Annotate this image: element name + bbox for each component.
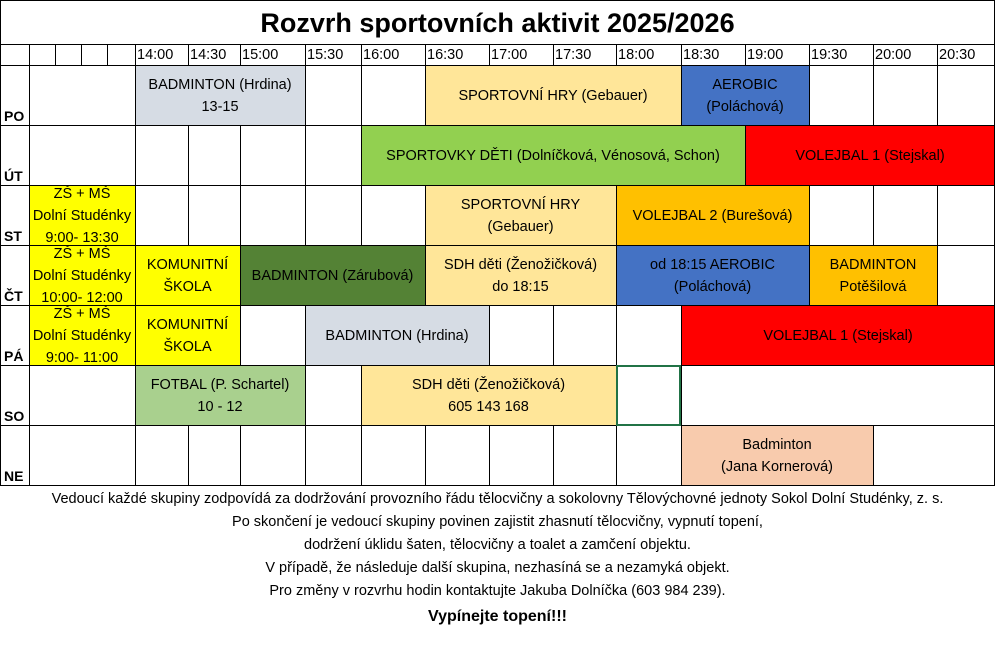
- grid-line: [937, 246, 938, 305]
- grid-line: [305, 186, 306, 245]
- time-header-1630: 16:30: [427, 47, 464, 63]
- grid-line: [240, 426, 241, 485]
- grid-line: [0, 425, 995, 426]
- grid-line: [107, 44, 108, 66]
- grid-line: [0, 245, 995, 246]
- day-label-st: ST: [4, 228, 22, 244]
- event-st-volejbal-2: VOLEJBAL 2 (Burešová): [616, 186, 809, 245]
- day-label-ct: ČT: [4, 288, 23, 304]
- footer-warning: Vypínejte topení!!!: [428, 608, 567, 625]
- event-po-aerobic: AEROBIC (Poláchová): [681, 66, 809, 125]
- grid-line: [0, 65, 995, 66]
- grid-line: [425, 186, 426, 245]
- day-label-ut: ÚT: [4, 168, 23, 184]
- event-ut-volejbal: VOLEJBAL 1 (Stejskal): [745, 126, 995, 185]
- day-label-so: SO: [4, 408, 25, 424]
- footer-notes: [0, 488, 995, 629]
- event-ut-sportovky-deti: SPORTOVKY DĚTI (Dolníčková, Vénosová, Schon): [361, 126, 745, 185]
- event-po-badminton: BADMINTON (Hrdina) 13-15: [135, 66, 305, 125]
- grid-line: [0, 305, 995, 306]
- time-header-2030: 20:30: [939, 47, 976, 63]
- event-po-sportovni-hry: SPORTOVNÍ HRY (Gebauer): [425, 66, 681, 125]
- time-header-1800: 18:00: [618, 47, 655, 63]
- event-pa-zs-ms: ZŠ + MŠ Dolní Studénky 9:00- 11:00: [29, 306, 135, 365]
- time-header-1430: 14:30: [190, 47, 227, 63]
- grid-line: [489, 426, 490, 485]
- grid-line: [616, 306, 617, 365]
- grid-line: [188, 186, 189, 245]
- grid-line: [188, 426, 189, 485]
- time-header-1600: 16:00: [363, 47, 400, 63]
- grid-line: [305, 366, 306, 425]
- selected-cell[interactable]: [616, 365, 681, 426]
- grid-line: [0, 125, 995, 126]
- grid-line: [873, 426, 874, 485]
- event-ct-badminton-potesilova: BADMINTON Potěšilová: [809, 246, 937, 305]
- grid-line: [937, 186, 938, 245]
- grid-line: [745, 126, 746, 185]
- grid-line: [616, 186, 617, 245]
- grid-line: [681, 366, 682, 425]
- grid-line: [361, 366, 362, 425]
- event-ne-badminton: Badminton (Jana Kornerová): [681, 426, 873, 485]
- footer-line: Pro změny v rozvrhu hodin kontaktujte Jakuba Dolníčka (603 984 239).: [269, 583, 726, 599]
- event-pa-komunitni-skola: KOMUNITNÍ ŠKOLA: [135, 306, 240, 365]
- grid-line: [553, 306, 554, 365]
- grid-line: [305, 66, 306, 125]
- grid-line: [553, 426, 554, 485]
- time-header-1930: 19:30: [811, 47, 848, 63]
- grid-line: [0, 185, 995, 186]
- grid-line: [0, 485, 995, 486]
- grid-line: [681, 426, 682, 485]
- grid-line: [305, 126, 306, 185]
- event-pa-badminton: BADMINTON (Hrdina): [305, 306, 489, 365]
- time-header-1700: 17:00: [491, 47, 528, 63]
- time-header-1500: 15:00: [242, 47, 279, 63]
- grid-line: [135, 44, 136, 485]
- event-st-zs-ms: ZŠ + MŠ Dolní Studénky 9:00- 13:30: [29, 186, 135, 245]
- event-so-fotbal: FOTBAL (P. Schartel) 10 - 12: [135, 366, 305, 425]
- footer-line: dodržení úklidu šaten, tělocvičny a toalet a zamčení objektu.: [304, 537, 691, 553]
- time-header-1730: 17:30: [555, 47, 592, 63]
- grid-line: [55, 44, 56, 66]
- event-st-sportovni-hry: SPORTOVNÍ HRY (Gebauer): [425, 186, 616, 245]
- grid-line: [425, 426, 426, 485]
- grid-line: [489, 306, 490, 365]
- grid-line: [616, 426, 617, 485]
- grid-line: [0, 365, 995, 366]
- grid-line: [425, 246, 426, 305]
- footer-line: V případě, že následuje další skupina, nezhasíná se a nezamyká objekt.: [265, 560, 730, 576]
- event-pa-volejbal: VOLEJBAL 1 (Stejskal): [681, 306, 995, 365]
- day-label-pa: PÁ: [4, 348, 24, 364]
- grid-line: [361, 186, 362, 245]
- time-header-1530: 15:30: [307, 47, 344, 63]
- grid-line: [681, 306, 682, 365]
- grid-line: [188, 126, 189, 185]
- grid-line: [809, 246, 810, 305]
- grid-line: [361, 126, 362, 185]
- event-so-sdh-deti: SDH děti (Ženožičková) 605 143 168: [361, 366, 616, 425]
- grid-line: [616, 246, 617, 305]
- grid-line: [305, 426, 306, 485]
- event-ct-badminton: BADMINTON (Zárubová): [240, 246, 425, 305]
- day-label-po: PO: [4, 108, 25, 124]
- page-title: Rozvrh sportovních aktivit 2025/2026: [260, 8, 735, 38]
- grid-line: [0, 0, 1, 486]
- time-header-1900: 19:00: [747, 47, 784, 63]
- grid-line: [29, 65, 30, 485]
- day-label-ne: NE: [4, 468, 24, 484]
- grid-line: [809, 186, 810, 245]
- grid-line: [305, 306, 306, 365]
- event-ct-sdh-deti: SDH děti (Ženožičková) do 18:15: [425, 246, 616, 305]
- time-header-2000: 20:00: [875, 47, 912, 63]
- footer-line: Vedoucí každé skupiny zodpovídá za dodržování provozního řádu tělocvičny a sokolovny Tělovýchovné jednoty Sokol Dolní Studénky, z. s.: [51, 491, 944, 507]
- time-header-1400: 14:00: [137, 47, 174, 63]
- grid-line: [240, 126, 241, 185]
- event-ct-komunitni-skola: KOMUNITNÍ ŠKOLA: [135, 246, 240, 305]
- grid-line: [240, 186, 241, 245]
- grid-line: [81, 44, 82, 66]
- grid-line: [29, 44, 30, 66]
- grid-line: [361, 426, 362, 485]
- footer-line: Po skončení je vedoucí skupiny povinen zajistit zhasnutí tělocvičny, vypnutí topení,: [232, 514, 763, 530]
- grid-line: [240, 306, 241, 365]
- grid-line: [240, 246, 241, 305]
- time-header-1830: 18:30: [683, 47, 720, 63]
- event-ct-aerobic: od 18:15 AEROBIC (Poláchová): [616, 246, 809, 305]
- grid-line: [873, 186, 874, 245]
- event-ct-zs-ms: ZŠ + MŠ Dolní Studénky 10:00- 12:00: [29, 246, 135, 305]
